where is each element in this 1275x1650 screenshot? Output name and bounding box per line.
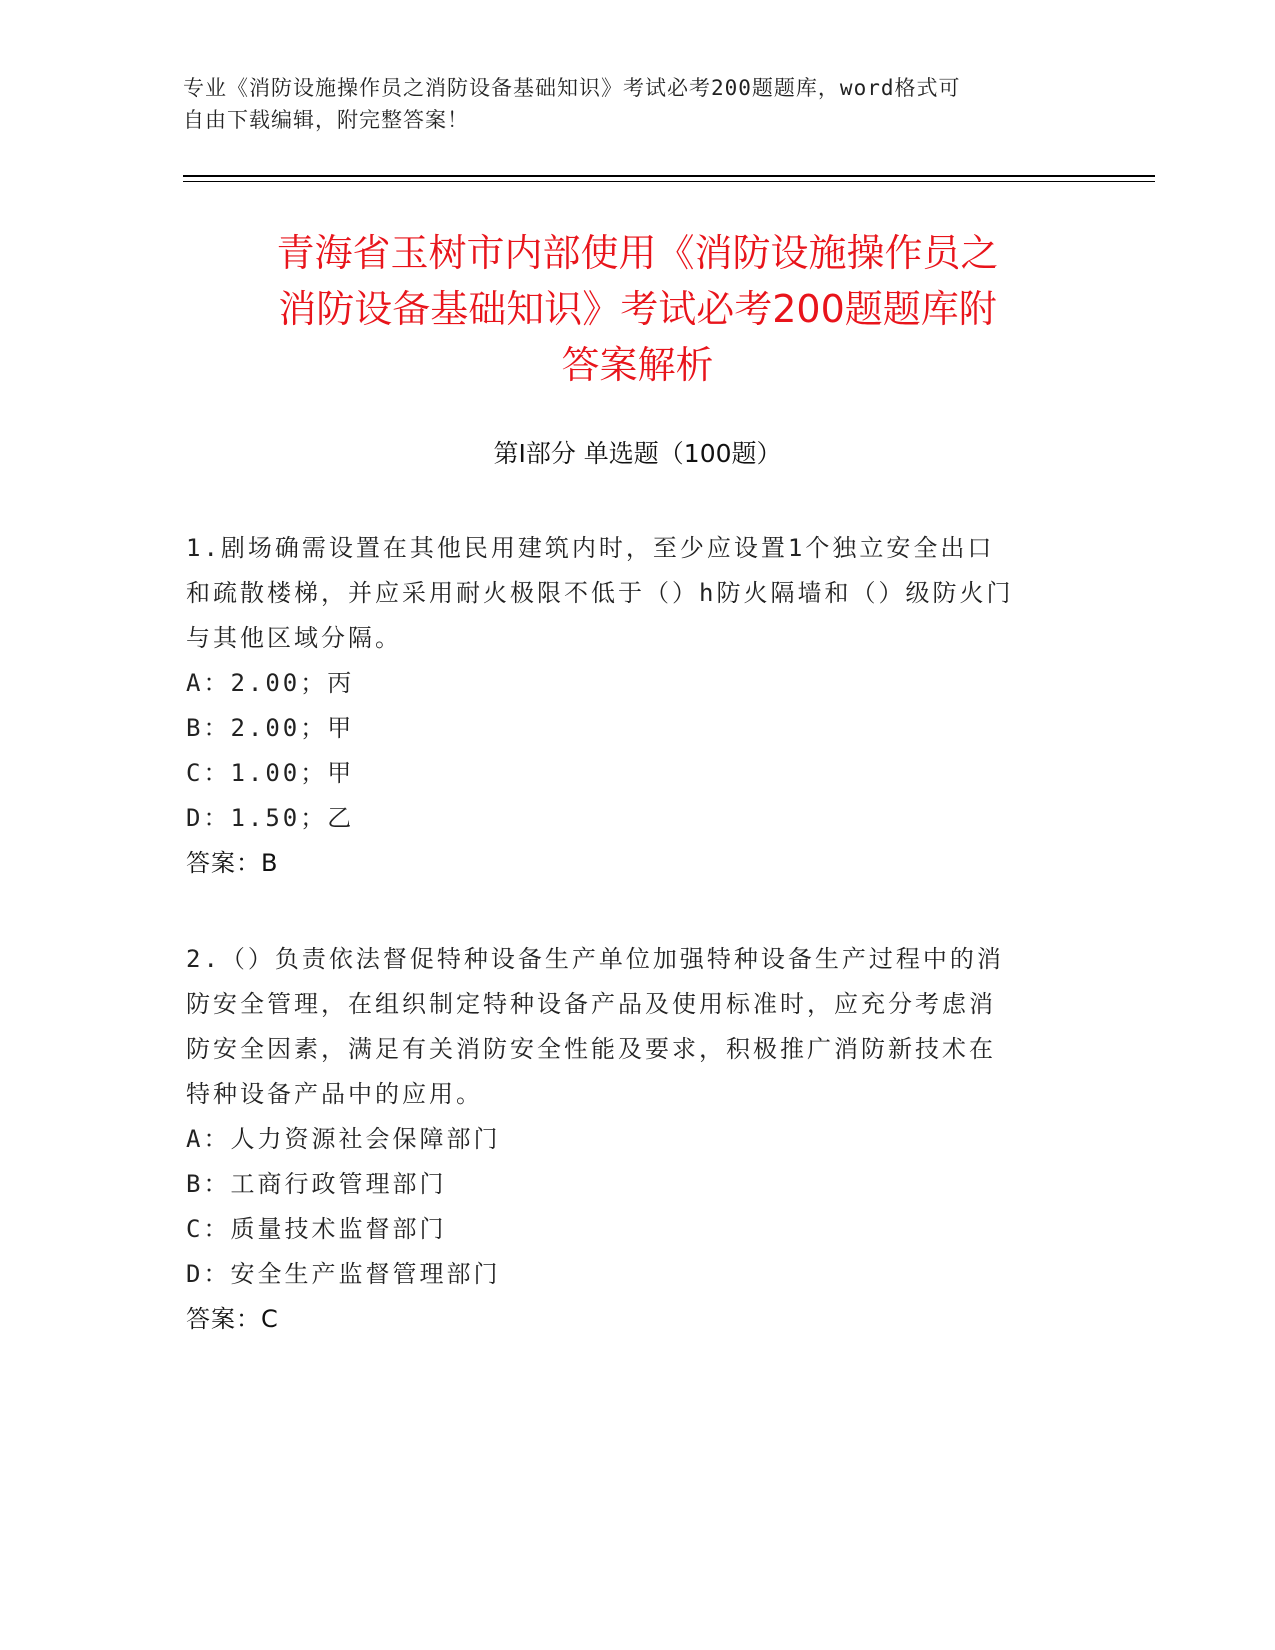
question-1: [186, 526, 1066, 886]
option-a: A：人力资源社会保障部门: [186, 1125, 501, 1153]
option-b: B：2.00；甲: [186, 714, 355, 742]
question-2: [186, 937, 1066, 1342]
question-text-line: 特种设备产品中的应用。: [186, 1080, 483, 1108]
option-b: B：工商行政管理部门: [186, 1170, 447, 1198]
document-title-line-2: 消防设备基础知识》考试必考200题题库附: [278, 287, 997, 331]
answer: 答案：C: [186, 1305, 279, 1333]
document-title: [150, 225, 1125, 393]
question-text-line: 1.剧场确需设置在其他民用建筑内时，至少应设置1个独立安全出口: [186, 534, 995, 562]
question-text-line: 和疏散楼梯，并应采用耐火极限不低于（）h防火隔墙和（）级防火门: [186, 579, 1014, 607]
question-text-line: 防安全管理，在组织制定特种设备产品及使用标准时，应充分考虑消: [186, 990, 996, 1018]
question-text-line: 与其他区域分隔。: [186, 624, 402, 652]
option-a: A：2.00；丙: [186, 669, 355, 697]
header-note-line-1: 专业《消防设施操作员之消防设备基础知识》考试必考200题题库，word格式可: [183, 76, 961, 100]
header-note-line-2: 自由下载编辑，附完整答案！: [183, 108, 469, 132]
option-c: C：1.00；甲: [186, 759, 355, 787]
option-d: D：安全生产监督管理部门: [186, 1260, 501, 1288]
answer: 答案：B: [186, 849, 279, 877]
header-divider-thin: [183, 181, 1155, 182]
section-title: 第Ⅰ部分 单选题（100题）: [493, 439, 782, 468]
option-d: D：1.50；乙: [186, 804, 355, 832]
question-text-line: 防安全因素，满足有关消防安全性能及要求，积极推广消防新技术在: [186, 1035, 996, 1063]
question-text-line: 2.（）负责依法督促特种设备生产单位加强特种设备生产过程中的消: [186, 945, 1004, 973]
document-title-line-1: 青海省玉树市内部使用《消防设施操作员之: [276, 231, 999, 275]
header-divider-thick: [183, 175, 1155, 177]
option-c: C：质量技术监督部门: [186, 1215, 447, 1243]
document-title-line-3: 答案解析: [561, 343, 714, 387]
header-note: [183, 72, 1063, 136]
